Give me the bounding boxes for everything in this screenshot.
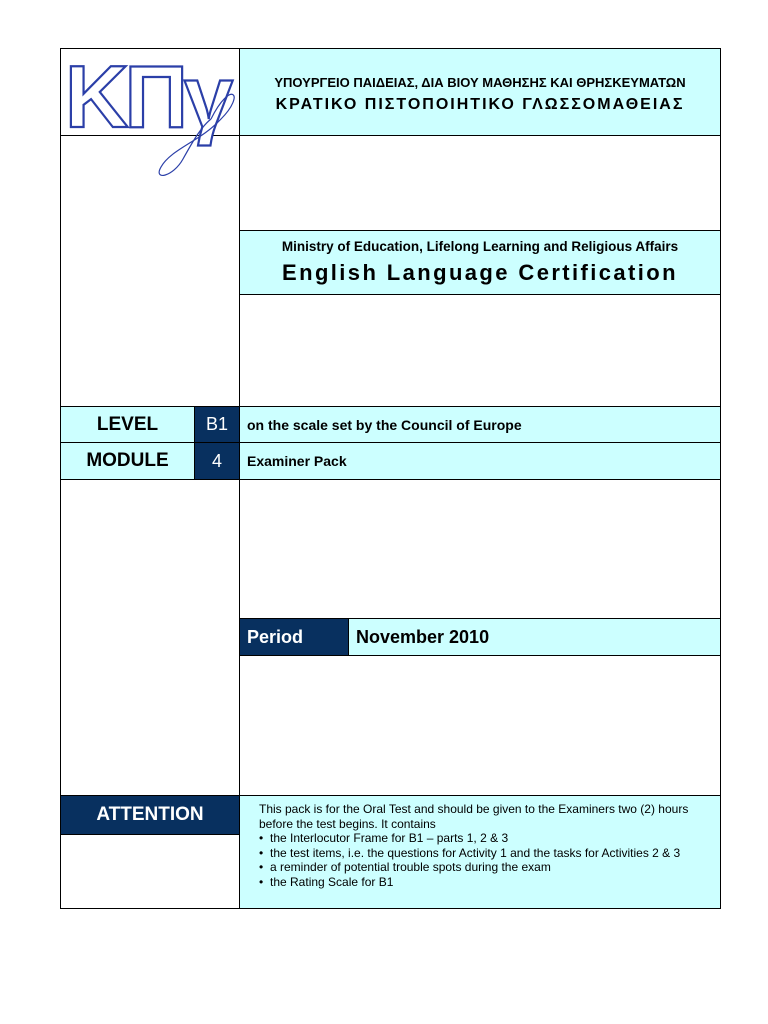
- period-label-cell: [239, 618, 349, 656]
- english-header: [239, 230, 721, 295]
- logo-letters: ΚΠγ: [65, 49, 230, 146]
- list-item: • a reminder of potential trouble spots during the exam: [259, 860, 714, 875]
- module-description-cell: [239, 442, 721, 480]
- level-value: B1: [205, 414, 229, 434]
- list-item: • the Rating Scale for B1: [259, 875, 714, 890]
- module-value: 4: [211, 450, 222, 471]
- attention-list: [259, 831, 714, 889]
- level-description: on the scale set by the Council of Europe: [247, 416, 522, 433]
- attention-label: ATTENTION: [96, 804, 204, 825]
- attention-content-cell: [239, 795, 721, 909]
- certification-greek: ΚΡΑΤΙΚΟ ΠΙΣΤΟΠΟΙΗΤΙΚΟ ΓΛΩΣΣΟΜΑΘΕΙΑΣ: [275, 95, 685, 113]
- module-description: Examiner Pack: [247, 453, 347, 469]
- level-label-cell: [60, 406, 195, 443]
- certification-english: English Language Certification: [282, 260, 678, 285]
- attention-intro: This pack is for the Oral Test and should be given to the Examiners two (2) hours before the test begins. It contains: [259, 802, 689, 831]
- module-label-cell: [60, 442, 195, 480]
- level-label: LEVEL: [96, 413, 159, 435]
- module-value-cell: [194, 442, 240, 480]
- list-item: • the test items, i.e. the questions for Activity 1 and the tasks for Activities 2 & 3: [259, 846, 714, 861]
- level-value-cell: [194, 406, 240, 443]
- greek-header: [239, 48, 721, 136]
- ministry-greek: ΥΠΟΥΡΓΕΙΟ ΠΑΙΔΕΙΑΣ, ΔΙΑ ΒΙΟΥ ΜΑΘΗΣΗΣ ΚΑΙ ΘΡΗΣΚΕΥΜΑΤΩΝ: [274, 74, 686, 90]
- module-label: MODULE: [86, 450, 169, 471]
- logo: [61, 49, 239, 179]
- attention-label-cell: [60, 795, 240, 835]
- level-description-cell: [239, 406, 721, 443]
- list-item: • the Interlocutor Frame for B1 – parts 1, 2 & 3: [259, 831, 714, 846]
- kpg-logo-icon: [61, 49, 239, 179]
- period-value-cell: [348, 618, 721, 656]
- period-label: Period: [247, 626, 304, 647]
- period-value: November 2010: [356, 626, 490, 647]
- ministry-english: Ministry of Education, Lifelong Learning and Religious Affairs: [281, 239, 679, 254]
